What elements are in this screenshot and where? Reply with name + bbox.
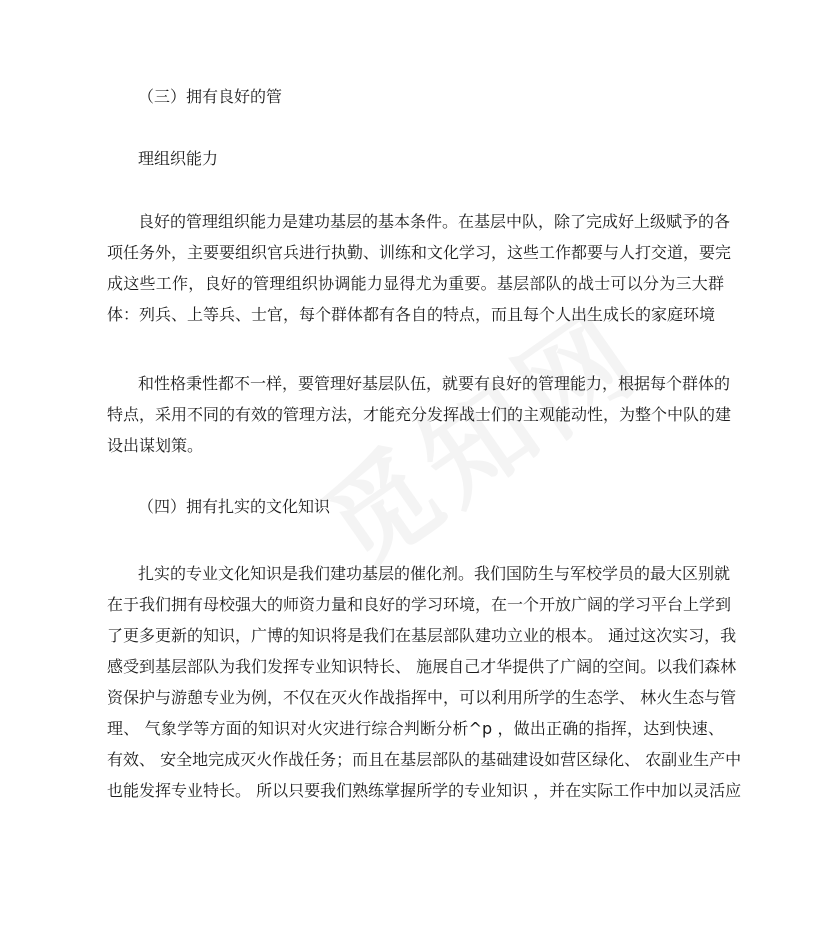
paragraph-line: 体：列兵、上等兵、士官，每个群体都有各自的特点，而且每个人出生成长的家庭环境 [107, 305, 716, 324]
paragraph-line: 理、 气象学等方面的知识对火灾进行综合判断分析^p ，做出正确的指挥，达到快速、 [107, 719, 724, 738]
paragraph-line: 也能发挥专业特长。 所以只要我们熟练掌握所学的专业知识 ，并在实际工作中加以灵活应 [107, 781, 742, 800]
paragraph-line: 扎实的专业文化知识是我们建功基层的催化剂。我们国防生与军校学员的最大区别就 [138, 564, 731, 583]
section-heading: 理组织能力 [138, 149, 219, 168]
paragraph-line: 成这些工作，良好的管理组织协调能力显得尤为重要。基层部队的战士可以分为三大群 [107, 274, 724, 293]
paragraph-line: 资保护与游憩专业为例，不仅在灭火作战指挥中，可以利用所学的生态学、 林火生态与管 [107, 688, 737, 707]
paragraph-line: 在于我们拥有母校强大的师资力量和良好的学习环境，在一个开放广阔的学习平台上学到 [107, 595, 732, 614]
paragraph-line: 良好的管理组织能力是建功基层的基本条件。在基层中队，除了完成好上级赋予的各 [138, 212, 731, 231]
paragraph-line: 和性格秉性都不一样，要管理好基层队伍，就要有良好的管理能力，根据每个群体的 [138, 374, 731, 393]
section-heading: （四）拥有扎实的文化知识 [138, 497, 331, 516]
paragraph-line: 设出谋划策。 [107, 436, 204, 455]
paragraph-line: 项任务外，主要要组织官兵进行执勤、训练和文化学习，这些工作都要与人打交道，要完 [107, 243, 732, 262]
section-heading: （三）拥有良好的管 [138, 87, 283, 106]
paragraph-line: 有效、 安全地完成灭火作战任务；而且在基层部队的基础建设如营区绿化、 农副业生产中 [107, 750, 742, 769]
paragraph-line: 感受到基层部队为我们发挥专业知识特长、 施展自己才华提供了广阔的空间。以我们森林 [107, 657, 737, 676]
paragraph-line: 特点，采用不同的有效的管理方法，才能充分发挥战士们的主观能动性，为整个中队的建 [107, 405, 732, 424]
paragraph-line: 了更多更新的知识，广博的知识将是我们在基层部队建功立业的根本。 通过这次实习，我 [107, 626, 737, 645]
